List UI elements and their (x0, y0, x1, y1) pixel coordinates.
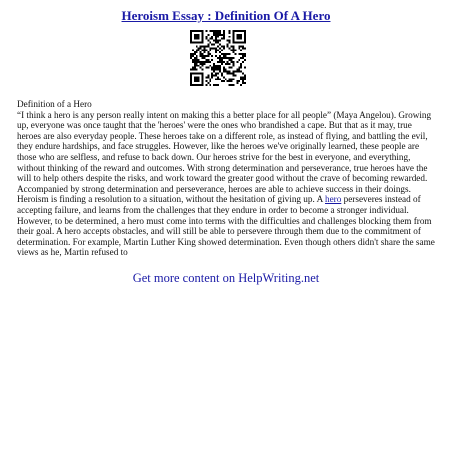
essay-text-after-link: perseveres instead of accepting failure, and learns from the challenges that they endure in order to become a stronger individual. However, to be determined, a hero must come into terms with the difficulties and challenges blocking them from their goal. A hero accepts obstacles, and will still be able to persevere through them due to the commitment of determination. For example, Martin Luther King showed determination. Even though others didn't share the same views as he, Martin refused to (17, 194, 435, 258)
essay-body (17, 99, 437, 258)
qr-code-icon (190, 30, 246, 86)
document-title[interactable]: Heroism Essay : Definition Of A Hero (121, 8, 331, 23)
essay-heading: Definition of a Hero (17, 99, 92, 109)
essay-text-before-link: “I think a hero is any person really intent on making this a better place for all people” (Maya Angelou). Growing up, everyone was once taught that the 'heroes' were the ones who brandished a cape. But that as it may, true heroes are also everyday people. These heroes take on a different role, as instead of flying, and battling the evil, they endure hardships, and face struggles. However, like the heroes we've originally learned, these people are those who are selfless, and refuse to back down. Our heroes strive for the best in everyone, and everything, without thinking of the reward and outcomes. With strong determination and perseverance, true heroes have the will to help others despite the risks, and work toward the greater good without the crave of becoming rewarded. Accompanied by strong determination and perseverance, heroes are able to achieve success in their doings. Heroism is finding a resolution to a situation, without the hesitation of giving up. A (17, 109, 432, 205)
essay-paragraph (17, 110, 437, 258)
get-more-content-link[interactable]: Get more content on HelpWriting.net (132, 271, 320, 285)
hero-link[interactable]: hero (325, 194, 342, 205)
